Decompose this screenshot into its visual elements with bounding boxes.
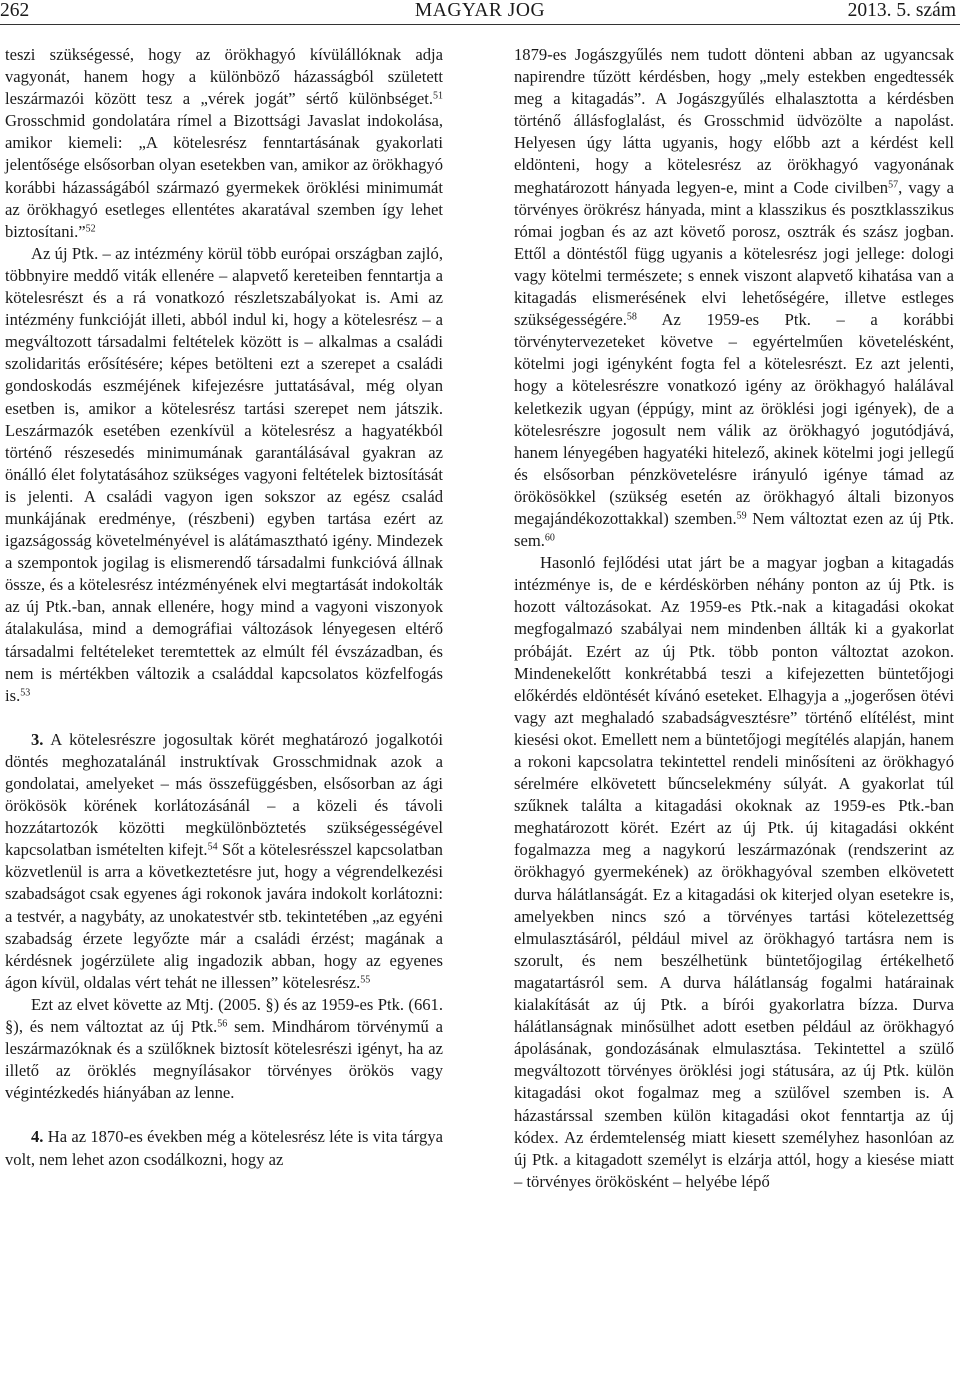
issue-label: 2013. 5. szám [847, 0, 956, 21]
text-run: sem. Mindhárom törvénymű a leszármazóknak és a szülőknek biztosít kötelesrészi igényt, ha az illető az öröklés megnyílásakor törvényes örökös vagy végintézkedés hiányában az lenne. [5, 1017, 443, 1103]
left-column [5, 44, 443, 1171]
footnote-ref: 59 [736, 510, 747, 522]
footnote-ref: 57 [888, 179, 899, 191]
page-number: 262 [0, 0, 30, 21]
paragraph [514, 552, 954, 1193]
footnote-ref: 60 [544, 532, 555, 544]
footnote-ref: 53 [20, 687, 31, 699]
journal-title: MAGYAR JOG [414, 0, 546, 21]
text-run: Ha az 1870-es években még a kötelesrész léte is vita tárgya volt, nem lehet azon csodálkozni, hogy az [5, 1127, 443, 1169]
text-run: Ezt az elvet követte az Mtj. (2005. §) és az 1959-es Ptk. (661. §), és nem változtat az új Ptk. [5, 994, 443, 1037]
paragraph [514, 44, 954, 552]
text-run: Grosschmid gondolatára rímel a Bizottsági Javaslat indokolása, amikor kiemeli: „A kötelesrész fenntartásának gyakorlati jelentősége elsősorban olyan esetekben van, amikor az örökhagyó korábbi házasságából származó gyermekek öröklési minimumát az örökhagyó esetleges ellentétes akaratával szemben így lehet biztosítani.” [5, 111, 443, 241]
text-run: Hasonló fejlődési utat járt be a magyar jogban a kitagadás intézménye is, de e kérdéskörben néhány ponton az új Ptk. is hozott változásokat. Az 1959-es Ptk.-nak a kitagadási okokat megfogalmazó szabályai nem mindenben állták ki a gyakorlat próbáját. Ezért az új Ptk. több ponton változtat azokon. Mindenekelőtt konkrétabbá teszi a kifejezetten büntetőjogi előkérdés eldöntését kívánó eseteket. Elhagyja a „jogerősen ötévi vagy azt meghaladó szabadságvesztésre” történő elítélést, mint kiesési okot. Emellett nem a büntetőjogi megítélés alapján, hanem a rokoni kapcsolatra tekintettel rendeli minősíteni az örökhagyó sérelmére elkövetett bűncselekmény súlyát. A gyakorlat túl szűknek találta a kitagadási okoknak az 1959-es Ptk.-ban meghatározott körét. Ezért az új Ptk. új kitagadási okként fogalmazza meg a nagykorú leszármazónak (rendszerint az örökhagyó gyermekének) az örökhagyóval szemben elkövetett durva hálátlanságát. Ez a kitagadási ok kiterjed olyan esetekre is, amelyekben nincs szó a törvényes tartási kötelezettség elmulasztásáról, például mivel az örökhagyó tartásra nem is szorult, és nem beszélhetünk büntetőjogilag értékelhető magatartásról sem. A durva hálátlanság fogalmi határainak kialakítását az új Ptk. a bírói gyakorlatra bízza. Durva hálátlanságnak minősülhet adott esetben például az örökhagyó ápolásának, gondozásának elmulasztása. Tekintettel a szülő megváltozott törvényes öröklési jogi státusára, az új Ptk. külön kitagadási okot fogalmaz meg a szülővel szemben is. A házastárssal szemben külön kitagadási okot fenntartja az új kódex. Az érdemtelenség miatt kiesett személyhez hasonlóan az új Ptk. a kitagadott személyt is elzárja attól, hogy a kiesése miatt – törvényes örökösként – helyébe lépő [514, 553, 954, 1191]
text-run: teszi szükségessé, hogy az örökhagyó kívülállóknak adja vagyonát, hanem hogy a különböző házasságból született leszármazói között tesz a „vérek jogát” sértő különbséget. [5, 45, 443, 109]
right-column [514, 44, 954, 1193]
paragraph [5, 729, 443, 994]
section-number: 4. [31, 1127, 44, 1147]
footnote-ref: 58 [626, 311, 637, 323]
text-run: Sőt a kötelesrésszel kapcsolatban közvetlenül is arra a következtetésre jut, hogy a végrendelkezési szabadságot csak egyenes ági rokonok javára indokolt korlátozni: a testvér, a nagybáty, az unokatestvér stb. tekintetében „az egyéni szabadság érzete legyőzte már a családi érzést; magának a kérdésnek jogérzülete alig ingadozik abban, hogy az egyenes ágon kívül, oldalas vért tehát ne illessen” kötelesrész. [5, 840, 443, 992]
footnote-ref: 54 [207, 841, 218, 853]
text-run: , vagy a törvényes örökrész hányada, mint a klasszikus és posztklasszikus római jogban és az azt követő porosz, osztrák és szász jogban. Ettől a döntéstől függ ugyanis a kötelesrész jogi jellege: dologi vagy kötelmi természete; s ennek viszont alapvető kihatása van a kitagadás elismerésének elvi lehetőségére, illetve estleges szükségességére. [514, 177, 954, 330]
footnote-ref: 52 [85, 223, 96, 235]
text-run: 1879-es Jogászgyűlés nem tudott dönteni abban az ugyancsak napirendre tűzött kérdésben, hogy „mely estekben engedtessék meg a kitagadás”. A Jogászgyűlés elhalasztotta a kérdésben történő állásfoglalást, és Grosschmid üdvözölte a napolást. Helyesen úgy látta ugyanis, hogy előbb azt a kérdést kell eldönteni, hogy a kötelesrész az örökhagyó vagyonának meghatározott hányada legyen-e, mint a Code civilben [514, 45, 954, 197]
text-run: A kötelesrészre jogosultak körét meghatározó jogalkotói döntés meghozatalánál instruktívak Grosschmidnak azok a gondolatai, amelyeket – más összefüggésben, elsősorban az ági örökösök körének korlátozásánál – a közeli és távoli hozzátartozók közötti megkülönböztetés szükségességével kapcsolatban ismételten kifejt. [5, 729, 443, 860]
section-number: 3. [31, 729, 44, 749]
text-run: Az új Ptk. – az intézmény körül több európai országban zajló, többnyire meddő viták ellenére – alapvető kereteiben fenntartja a kötelesrészt és a rá vonatkozó részletszabályokat is. Ami az intézmény funkcióját illeti, abból indul ki, hogy a kötelesrész – a megváltozott társadalmi feltételek között is – alkalmas a családi szolidaritás erősítésére; képes betölteni ezt a szerepet a családi gondoskodás eszméjének kifejezésre juttatásával, még olyan esetben is, amikor a kötelesrész tartási szerepet nem játszik. Leszármazók esetében ezenkívül a kötelesrész a hagyatékból történő részesedés minimumának garantálásával gyakran az önálló élet folytatásához szükséges vagyoni feltételek biztosítását is jelenti. A családi vagyon igen sokszor az egész család munkájának eredménye, (részbeni) egyben tartása ezért az igazságosság követelményével is alátámasztható igény. Mindezek a szempontok jogilag is elismerendő társadalmi funkcióvá állnak össze, és a kötelesrész intézményének elvi megtartását indokolták az új Ptk.-ban, annak ellenére, hogy mind a vagyoni viszonyok átalakulása, mind a demográfiai változások lényegesen eltérő társadalmi feltételeket teremtettek az elmúlt fél évszázadban, és nem is mértékben változik a családdal kapcsolatos közfelfogás is. [5, 243, 443, 705]
footnote-ref: 56 [217, 1018, 228, 1030]
footnote-ref: 51 [433, 90, 443, 102]
paragraph [5, 243, 443, 707]
header-rule [0, 24, 960, 25]
paragraph [5, 44, 443, 243]
text-run: Az 1959-es Ptk. – a korábbi törvénytervezeteket követve – egyértelműen követelésként, kötelmi jogi igényként fogta fel a kötelesrészt. Ez azt jelenti, hogy a kötelesrészre vonatkozó igény az örökhagyó halálával keletkezik ugyan (éppúgy, mint az öröklési jogi igények), de a kötelesrészre jogosult nem válik az örökhagyó jogutódjává, hanem lényegében hagyatéki hitelező, akinek kötelmi jogi jellegű és elsősorban pénzkövetelésre irányuló igénye támad az örökösökkel (szükség esetén az örökhagyó általi bizonyos megajándékozottakkal) szemben. [514, 310, 954, 528]
footnote-ref: 55 [360, 974, 371, 986]
running-header [0, 0, 960, 24]
text-run: Nem változtat ezen az új Ptk. sem. [514, 508, 955, 551]
paragraph [5, 994, 443, 1104]
paragraph [5, 1126, 443, 1170]
